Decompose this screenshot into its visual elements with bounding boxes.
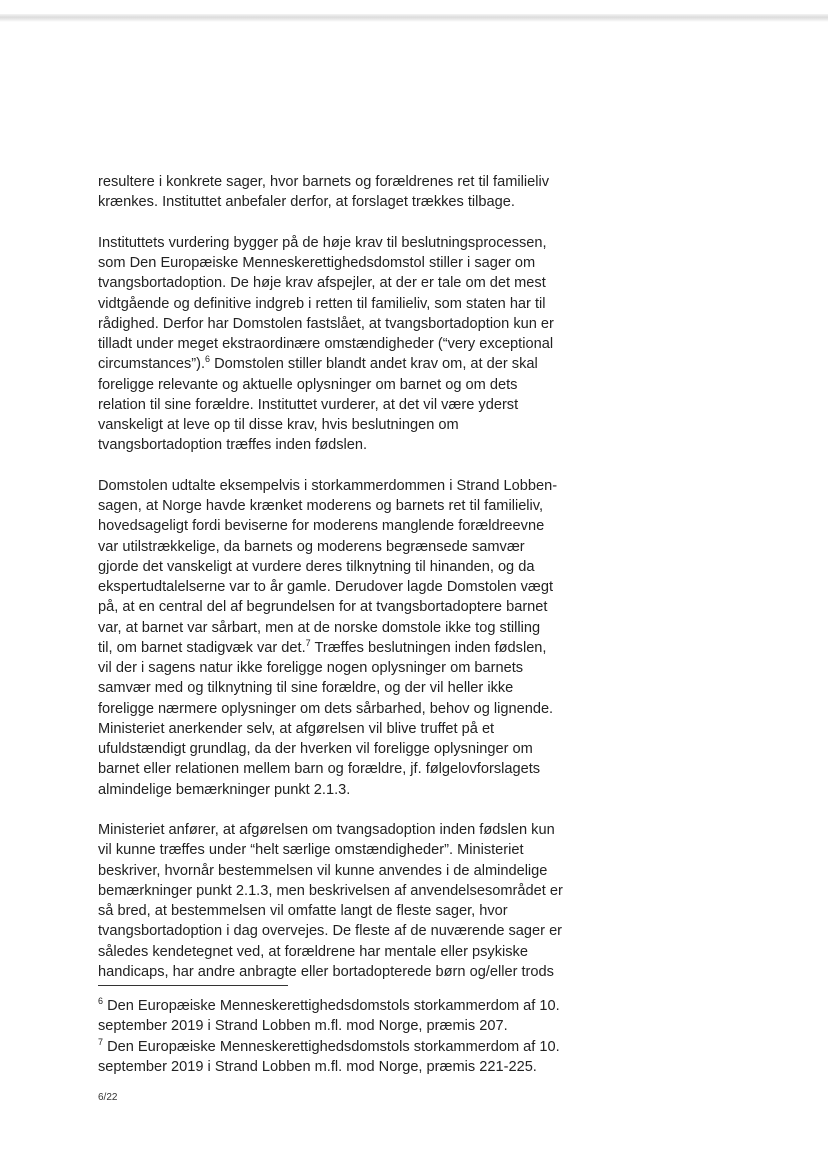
footnote-divider [98, 985, 288, 986]
footnote-7-text: Den Europæiske Menneskerettighedsdomstols storkammerdom af 10. september 2019 i Strand Lobben m.fl. mod Norge, præmis 221-225. [98, 1038, 560, 1075]
paragraph-2-text-after: Domstolen stiller blandt andet krav om, at der skal foreligge relevante og aktuelle oplysninger om barnet og om dets relation til sine forældre. Instituttet vurderer, at det vil være yderst vanskeligt at leve op til disse krav, hvis beslutningen om tvangsbortadoption træffes inden fødslen. [98, 356, 538, 454]
paragraph-4: Ministeriet anfører, at afgørelsen om tvangsadoption inden fødslen kun vil kunne træffes under “helt særlige omstændigheder”. Ministeriet beskriver, hvornår bestemmelsen vil kunne anvendes i de almindelige bemærkninger punkt 2.1.3, men beskrivelsen af anvendelsesområdet er så bred, at bestemmelsen vil omfatte langt de fleste sager, hvor tvangsbortadoption i dag overvejes. De fleste af de nuværende sager er således kendetegnet ved, at forældrene har mentale eller psykiske handicaps, har andre anbragte eller bortadopterede børn og/eller trods [98, 822, 563, 980]
footnote-6-text: Den Europæiske Menneskerettighedsdomstols storkammerdom af 10. september 2019 i Strand Lobben m.fl. mod Norge, præmis 207. [98, 998, 560, 1035]
footnotes [98, 996, 576, 1077]
footnote-6-number: 6 [98, 996, 104, 1006]
footnote-7 [98, 1037, 576, 1078]
page-number: 6/22 [98, 1092, 118, 1103]
paragraph-3-text-before: Domstolen udtalte eksempelvis i storkammerdommen i Strand Lobben- sagen, at Norge havde krænket moderens og barnets ret til familieliv, hovedsageligt fordi beviserne for moderens manglende forældreevne var utilstrækkelige, da barnets og moderens begrænsede samvær gjorde det vanskeligt at vurdere deres tilknytning til hinanden, og da ekspertudtalelserne var to år gamle. Derudover lagde Domstolen vægt på, at en central del af begrundelsen for at tvangsbortadoptere barnet var, at barnet var sårbart, men at de norske domstole ikke tog stilling til, om barnet stadigvæk var det. [98, 477, 558, 656]
footnote-ref-7[interactable]: 7 [305, 637, 311, 648]
paragraph-2 [98, 233, 576, 456]
paragraph-2-text-before: Instituttets vurdering bygger på de høje krav til beslutningsprocessen, som Den Europæiske Menneskerettighedsdomstol stiller i sager om tvangsbortadoption. De høje krav afspejler, at der er tale om det mest vidtgående og definitive indgreb i retten til familieliv, som staten har til rådighed. Derfor har Domstolen fastslået, at tvangsbortadoption kun er tilladt under meget ekstraordinære omstændigheder (“very exceptional circumstances”). [98, 234, 554, 373]
footnote-ref-6[interactable]: 6 [205, 354, 211, 365]
footnote-6 [98, 996, 576, 1037]
footnote-7-number: 7 [98, 1036, 104, 1047]
paragraph-1: resultere i konkrete sager, hvor barnets og forældrenes ret til familieliv krænkes. Instituttet anbefaler derfor, at forslaget trækkes tilbage. [98, 174, 549, 211]
scan-edge-shadow [0, 14, 828, 22]
paragraph-3-text-after: Træffes beslutningen inden fødslen, vil der i sagens natur ikke foreligge nogen oplysninger om barnets samvær med og tilknytning til sine forældre, og der vil heller ikke foreligge nærmere oplysninger om dets sårbarhed, behov og lignende. Ministeriet anerkender selv, at afgørelsen vil blive truffet på et ufuldstændigt grundlag, da der hverken vil foreligge oplysninger om barnet eller relationen mellem barn og forældre, jf. følgelovforslagets almindelige bemærkninger punkt 2.1.3. [98, 639, 554, 798]
body-text [98, 172, 576, 1002]
paragraph-3 [98, 476, 576, 800]
